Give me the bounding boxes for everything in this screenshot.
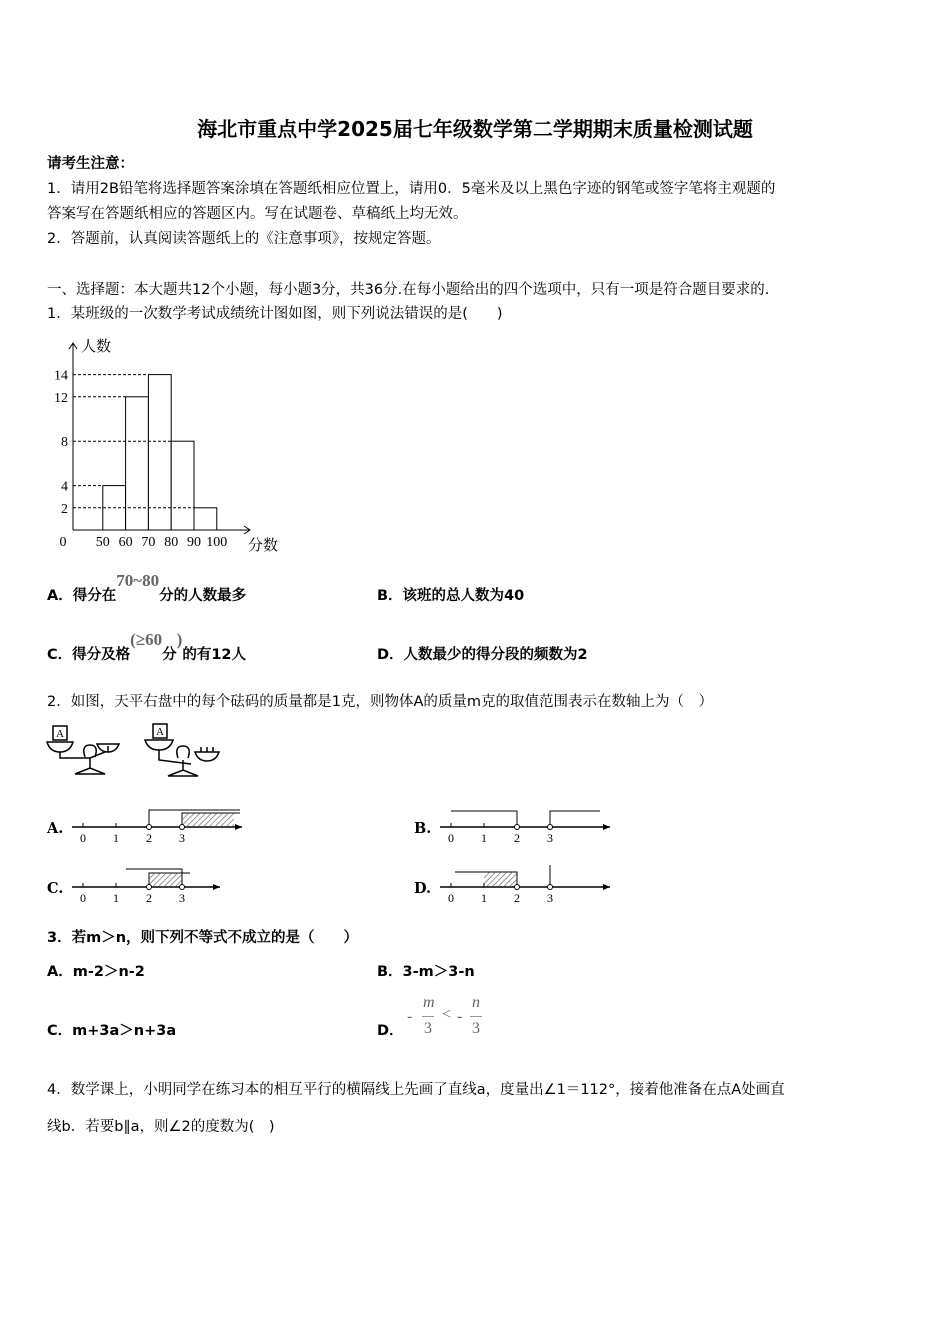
tick-label: 1 bbox=[481, 831, 487, 845]
axis-arrow bbox=[603, 884, 610, 890]
option-a[interactable]: A．m-2＞n-2 bbox=[47, 964, 145, 980]
option-c[interactable] bbox=[47, 630, 247, 664]
histogram-bar bbox=[126, 397, 149, 530]
hatched-region bbox=[484, 872, 517, 887]
tick-label: 1 bbox=[113, 831, 119, 845]
y-tick-label: 2 bbox=[61, 501, 68, 517]
open-circle bbox=[147, 885, 152, 890]
option-b[interactable]: B．该班的总人数为40 bbox=[377, 588, 525, 604]
histogram-chart bbox=[40, 335, 300, 560]
option-label[interactable]: C. bbox=[47, 880, 64, 897]
number-line-option-c[interactable] bbox=[72, 865, 272, 905]
object-a-label: A bbox=[56, 728, 64, 740]
range-line bbox=[550, 811, 600, 827]
option-label[interactable]: D. bbox=[414, 880, 432, 897]
option-label[interactable]: B. bbox=[414, 820, 432, 837]
open-circle bbox=[548, 825, 553, 830]
question-2-stem: 2．如图，天平右盘中的每个砝码的质量都是1克，则物体A的质量m克的取值范围表示在数轴上为（ ） bbox=[47, 694, 713, 710]
x-tick-label: 70 bbox=[141, 535, 156, 550]
tick-label: 2 bbox=[514, 891, 520, 905]
tick-label: 2 bbox=[514, 831, 520, 845]
x-tick-label: 0 bbox=[59, 535, 67, 550]
option-b[interactable]: B．3-m＞3-n bbox=[377, 964, 475, 980]
x-tick-label: 80 bbox=[164, 535, 179, 550]
tick-label: 1 bbox=[481, 891, 487, 905]
axis-arrow bbox=[603, 824, 610, 830]
option-d[interactable]: D．人数最少的得分段的频数为2 bbox=[377, 647, 588, 663]
notice-heading: 请考生注意： bbox=[47, 156, 134, 172]
histogram-bar bbox=[171, 441, 194, 530]
option-a[interactable] bbox=[47, 571, 247, 605]
y-axis-label: 人数 bbox=[81, 339, 112, 355]
question-3-stem: 3．若m＞n，则下列不等式不成立的是（ ） bbox=[47, 930, 359, 946]
notice-line: 1．请用2B铅笔将选择题答案涂填在答题纸相应位置上，请用0．5毫米及以上黑色字迹的钢笔或签字笔将主观题的 bbox=[47, 181, 776, 197]
open-circle bbox=[515, 885, 520, 890]
histogram-bar bbox=[194, 508, 217, 530]
tick-label: 0 bbox=[80, 891, 86, 905]
tick-label: 2 bbox=[146, 831, 152, 845]
tick-label: 3 bbox=[547, 891, 553, 905]
section-heading: 一、选择题：本大题共12个小题，每小题3分，共36分.在每小题给出的四个选项中，只有一项是符合题目要求的. bbox=[47, 282, 770, 298]
open-circle bbox=[147, 825, 152, 830]
minus-sign: - bbox=[407, 1008, 413, 1025]
minus-sign: - bbox=[457, 1008, 463, 1025]
tick-label: 0 bbox=[80, 831, 86, 845]
question-4-line: 线b．若要b∥a，则∠2的度数为( ) bbox=[47, 1119, 275, 1135]
math-range: 70~80 bbox=[116, 571, 160, 590]
y-tick-label: 14 bbox=[54, 368, 68, 384]
notice-line: 2．答题前，认真阅读答题纸上的《注意事项》，按规定答题。 bbox=[47, 231, 441, 247]
numerator: m bbox=[423, 994, 435, 1011]
object-a-label: A bbox=[156, 726, 164, 738]
tick-label: 1 bbox=[113, 891, 119, 905]
option-text: 分 bbox=[162, 647, 177, 663]
tick-label: 3 bbox=[179, 831, 185, 845]
x-tick-label: 90 bbox=[187, 535, 201, 550]
x-tick-label: 60 bbox=[118, 535, 133, 550]
less-than: < bbox=[442, 1006, 452, 1023]
option-text: C．得分及格 bbox=[47, 647, 131, 663]
histogram-bar bbox=[148, 375, 171, 530]
page-title: 海北市重点中学2025届七年级数学第二学期期末质量检测试题 bbox=[197, 117, 753, 141]
number-line-option-a[interactable] bbox=[72, 805, 272, 845]
fraction-expression bbox=[405, 994, 495, 1042]
tick-label: 0 bbox=[448, 891, 454, 905]
notice-line: 答案写在答题纸相应的答题区内。写在试题卷、草稿纸上均无效。 bbox=[47, 206, 468, 222]
tick-label: 3 bbox=[547, 831, 553, 845]
open-circle bbox=[180, 825, 185, 830]
denominator: 3 bbox=[424, 1020, 432, 1037]
tick-label: 0 bbox=[448, 831, 454, 845]
y-tick-label: 8 bbox=[61, 435, 68, 451]
option-c[interactable]: C．m+3a＞n+3a bbox=[47, 1023, 177, 1039]
tick-label: 3 bbox=[179, 891, 185, 905]
option-text: A．得分在 bbox=[47, 588, 117, 604]
balance-scales-figure bbox=[45, 722, 225, 777]
question-4-line: 4．数学课上，小明同学在练习本的相互平行的横隔线上先画了直线a，度量出∠1＝112°，接着他准备在点A处画直 bbox=[47, 1082, 785, 1098]
option-label[interactable]: A. bbox=[47, 820, 64, 837]
axis-arrow bbox=[213, 884, 220, 890]
hatched-region bbox=[149, 873, 182, 887]
open-circle bbox=[180, 885, 185, 890]
denominator: 3 bbox=[472, 1020, 480, 1037]
math-paren: ) bbox=[176, 630, 183, 649]
x-axis-label: 分数 bbox=[248, 538, 279, 554]
numerator: n bbox=[472, 994, 480, 1011]
open-circle bbox=[548, 885, 553, 890]
option-text: 分的人数最多 bbox=[159, 588, 247, 604]
hatched-region bbox=[182, 813, 234, 827]
tick-label: 2 bbox=[146, 891, 152, 905]
math-range: (≥60 bbox=[130, 630, 163, 649]
question-1-stem: 1．某班级的一次数学考试成绩统计图如图，则下列说法错误的是( ) bbox=[47, 306, 503, 322]
open-circle bbox=[515, 825, 520, 830]
option-text: 的有12人 bbox=[182, 647, 247, 663]
y-tick-label: 4 bbox=[61, 479, 68, 495]
x-tick-label: 100 bbox=[206, 535, 228, 550]
option-d[interactable]: D． bbox=[377, 1023, 404, 1039]
axis-arrow bbox=[235, 824, 242, 830]
y-tick-label: 12 bbox=[54, 390, 68, 406]
number-line-option-d[interactable] bbox=[440, 865, 640, 905]
x-tick-label: 50 bbox=[95, 535, 110, 550]
number-line-option-b[interactable] bbox=[440, 805, 640, 845]
